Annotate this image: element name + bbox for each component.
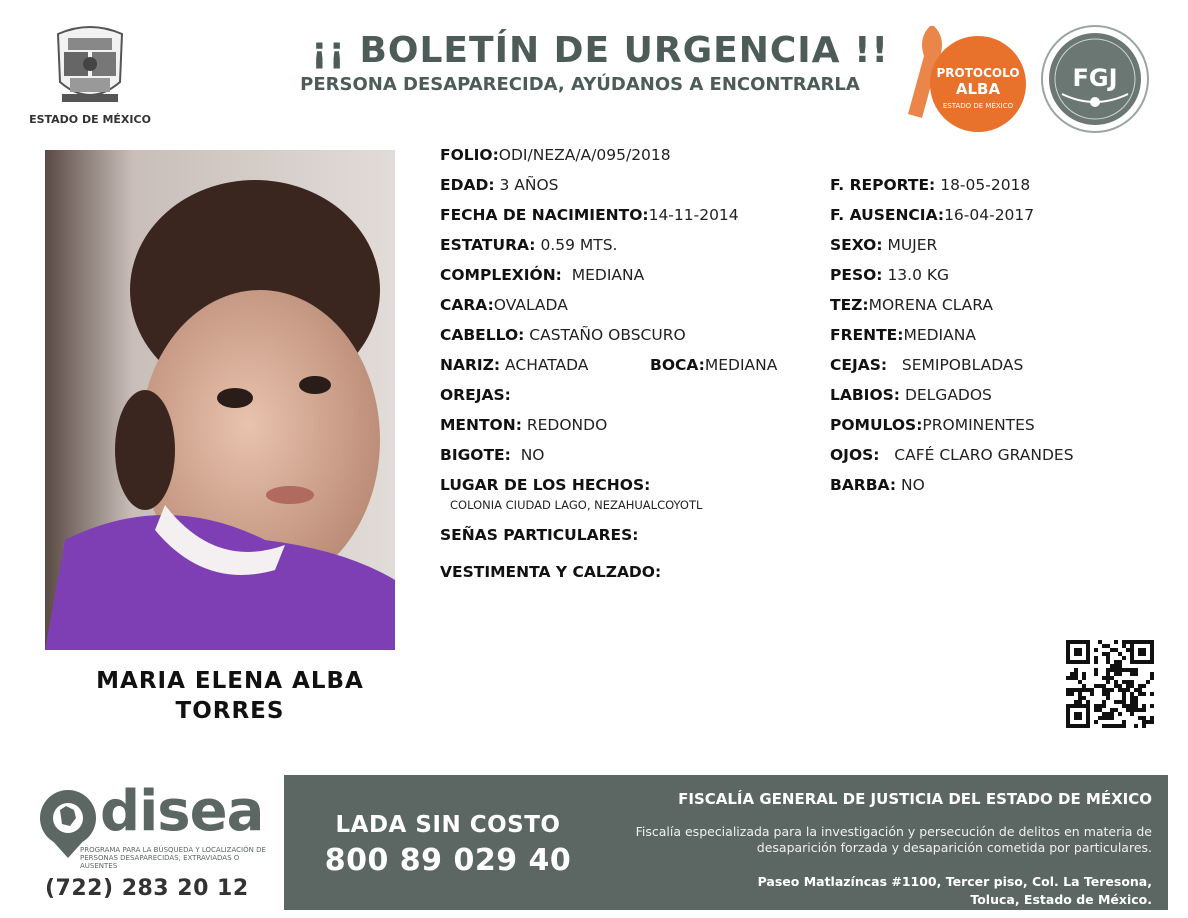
field-fecha-nacimiento: FECHA DE NACIMIENTO:14-11-2014 (440, 206, 739, 224)
field-boca: BOCA:MEDIANA (650, 356, 778, 374)
field-cara: CARA:OVALADA (440, 296, 568, 314)
fgj-address-line1: Paseo Matlazíncas #1100, Tercer piso, Col. La Teresona, (757, 874, 1152, 889)
fgj-address (592, 873, 1152, 909)
field-bigote: BIGOTE: NO (440, 446, 545, 464)
state-label: ESTADO DE MÉXICO (29, 113, 151, 126)
field-ojos: OJOS: CAFÉ CLARO GRANDES (830, 446, 1074, 464)
field-vestimenta: VESTIMENTA Y CALZADO: (440, 563, 662, 581)
fgj-address-line2: Toluca, Estado de México. (970, 892, 1152, 907)
fgj-name: FISCALÍA GENERAL DE JUSTICIA DEL ESTADO DE MÉXICO (678, 790, 1152, 808)
field-f-ausencia: F. AUSENCIA:16-04-2017 (830, 206, 1035, 224)
field-labios: LABIOS: DELGADOS (830, 386, 992, 404)
estado-de-mexico-logo (50, 20, 130, 110)
odisea-phone[interactable]: (722) 283 20 12 (45, 876, 249, 901)
field-cabello: CABELLO: CASTAÑO OBSCURO (440, 326, 686, 344)
field-pomulos: POMULOS:PROMINENTES (830, 416, 1035, 434)
lada-phone-number[interactable]: 800 89 029 40 (324, 843, 572, 878)
field-lugar-hechos-value: COLONIA CIUDAD LAGO, NEZAHUALCOYOTL (450, 498, 703, 512)
field-cejas: CEJAS: SEMIPOBLADAS (830, 356, 1024, 374)
fgj-logo-text: FGJ (1072, 64, 1118, 92)
field-f-reporte: F. REPORTE: 18-05-2018 (830, 176, 1031, 194)
odisea-logo-text: disea (100, 779, 264, 844)
qr-code[interactable] (1064, 638, 1156, 730)
field-barba: BARBA: NO (830, 476, 925, 494)
field-tez: TEZ:MORENA CLARA (830, 296, 994, 314)
bulletin-title: ¡¡ BOLETÍN DE URGENCIA !! (311, 30, 889, 71)
field-complexion: COMPLEXIÓN: MEDIANA (440, 266, 645, 284)
field-senas: SEÑAS PARTICULARES: (440, 526, 639, 544)
field-frente: FRENTE:MEDIANA (830, 326, 976, 344)
missing-person-photo (45, 150, 395, 650)
protocolo-alba-logo (900, 22, 1030, 134)
field-lugar-hechos: LUGAR DE LOS HECHOS: (440, 476, 651, 494)
alba-logo-line2: ALBA (955, 80, 1001, 98)
fgj-description: Fiscalía especializada para la investigación y persecución de delitos en materia de desaparición forzada y desaparición cometida por particulares. (635, 824, 1152, 855)
odisea-description: PROGRAMA PARA LA BÚSQUEDA Y LOCALIZACIÓN DE PERSONAS DESAPARECIDAS, EXTRAVIADAS O AUSENTES (80, 846, 266, 870)
field-orejas: OREJAS: (440, 386, 511, 404)
field-sexo: SEXO: MUJER (830, 236, 938, 254)
fgj-seal-logo (1040, 24, 1150, 134)
field-menton: MENTON: REDONDO (440, 416, 608, 434)
bulletin-subtitle: PERSONA DESAPARECIDA, AYÚDANOS A ENCONTRARLA (300, 74, 860, 95)
field-peso: PESO: 13.0 KG (830, 266, 950, 284)
person-name: MARIA ELENA ALBA TORRES (96, 668, 364, 724)
alba-logo-line1: PROTOCOLO (936, 66, 1020, 80)
field-estatura: ESTATURA: 0.59 MTS. (440, 236, 618, 254)
field-nariz: NARIZ: ACHATADA (440, 356, 589, 374)
field-edad: EDAD: 3 AÑOS (440, 176, 559, 194)
alba-logo-line3: ESTADO DE MÉXICO (942, 102, 1014, 110)
lada-label: LADA SIN COSTO (335, 812, 561, 838)
field-folio: FOLIO:ODI/NEZA/A/095/2018 (440, 146, 671, 164)
